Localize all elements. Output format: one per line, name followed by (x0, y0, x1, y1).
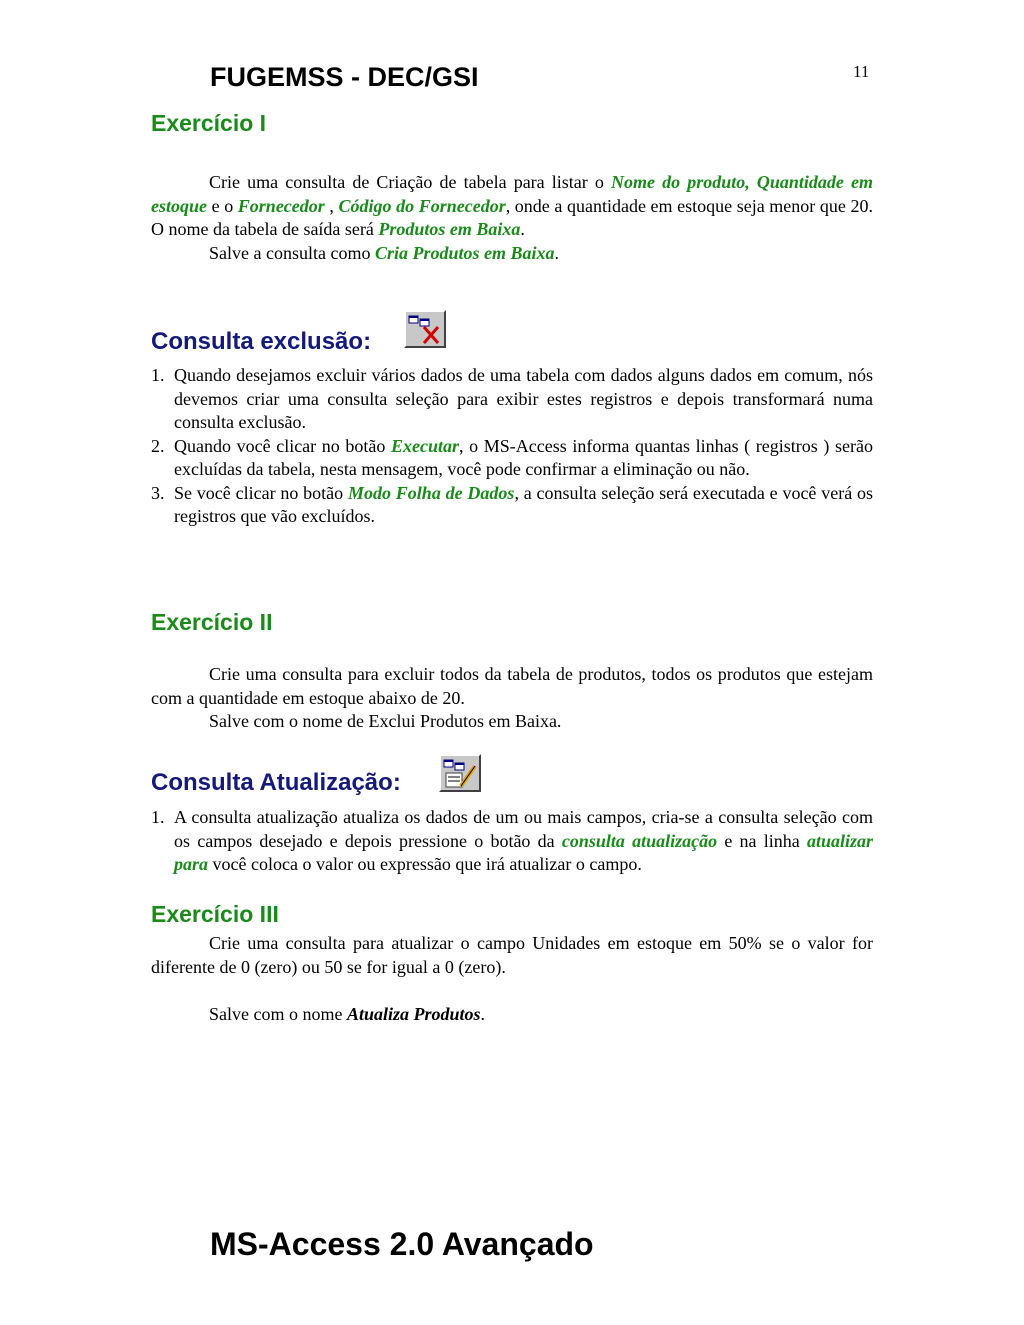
update-query-icon (439, 754, 481, 792)
delete-query-icon (404, 310, 446, 348)
update-query-heading: Consulta Atualização: (151, 769, 401, 796)
exercise-3-heading: Exercício III (151, 901, 279, 927)
list-item: 1. A consulta atualização atualiza os dados de um ou mais campos, cria-se a consulta seleção com os campos desejado e depois pressione o botão da consulta atualização e na linha atualizar para você coloca o valor ou expressão que irá atualizar o campo. (151, 807, 873, 874)
exercise-3-save-line: Salve com o nome Atualiza Produtos. (209, 1003, 486, 1024)
exercise-1-body: Crie uma consulta de Criação de tabela para listar o Nome do produto, Quantidade em estoque e o Fornecedor , Código do Fornecedor, onde a quantidade em estoque seja menor que 20. O nome da tabela de saída será Produtos em Baixa. Salve a consulta como Cria Produtos em Baixa. (151, 171, 873, 265)
list-item: 2. Quando você clicar no botão Executar, o MS-Access informa quantas linhas ( registros ) serão excluídas da tabela, nesta mensagem, você pode confirmar a eliminação ou não. (151, 435, 873, 479)
page-footer-title: MS-Access 2.0 Avançado (210, 1226, 594, 1262)
page-header-title: FUGEMSS - DEC/GSI (210, 62, 479, 92)
delete-query-heading: Consulta exclusão: (151, 328, 372, 355)
exercise-2-body: Crie uma consulta para excluir todos da tabela de produtos, todos os produtos que estejam com a quantidade em estoque abaixo de 20. Salve com o nome de Exclui Produtos em Baixa. (151, 663, 873, 734)
page-number: 11 (853, 62, 870, 81)
update-query-list (151, 806, 873, 877)
exercise-1-save-line: Salve a consulta como Cria Produtos em Baixa. (209, 242, 559, 263)
list-item: 3. Se você clicar no botão Modo Folha de Dados, a consulta seleção será executada e você verá os registros que vão excluídos. (151, 482, 874, 526)
exercise-1-heading: Exercício I (151, 110, 267, 136)
exercise-2-save-line: Salve com o nome de Exclui Produtos em Baixa. (209, 711, 562, 731)
list-item: 1. Quando desejamos excluir vários dados de uma tabela com dados alguns dados em comum, nós devemos criar uma consulta seleção para exibir estes registros e depois transformará numa consulta exclusão. (151, 365, 873, 432)
exercise-2-heading: Exercício II (151, 609, 273, 635)
exercise-3-body: Crie uma consulta para atualizar o campo Unidades em estoque em 50% se o valor for diferente de 0 (zero) ou 50 se for igual a 0 (zero). Salve com o nome Atualiza Produtos. (151, 932, 873, 1026)
delete-query-list (151, 364, 873, 529)
